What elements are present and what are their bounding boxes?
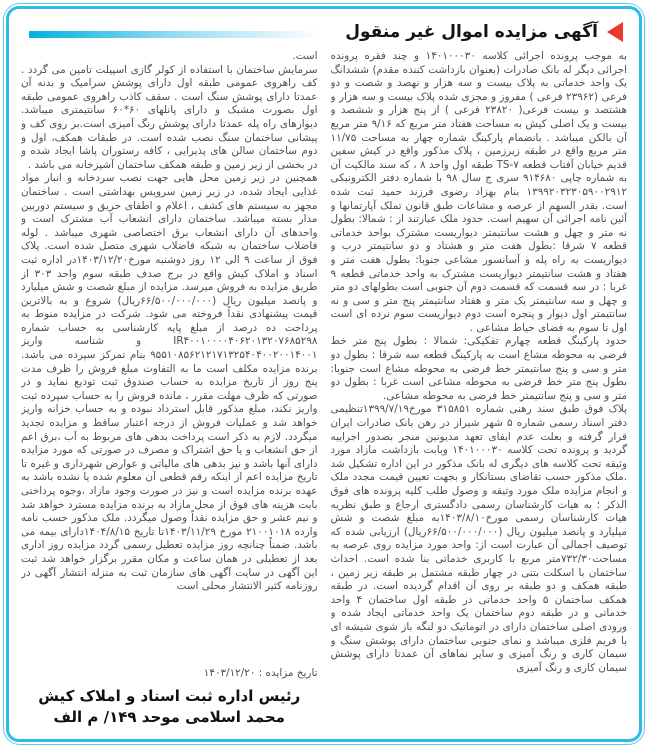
notice-title: آگهی مزایده اموال غیر منقول xyxy=(345,22,598,42)
signature-block xyxy=(21,686,318,731)
property-description-paragraph: به موجب پرونده اجرائی کلاسه ۱۴۰۱۰۰۰۳۰ و چند فقره پرونده اجرائی دیگر له بانک صادرات (بعنوان بازداشت کننده مقدم) ششدانگ یک واحد خدماتی به پلاک بیست و سه هزار و نهصد و شصت و دو فرعی (۲۳۹۶۲ فرعی ) مفروز و مجزی شده پلاک بیست و سه هزار و هشتصد و بیست فرعی( ۲۳۸۲۰ فرعی ) از پنج هزار و ششصد و بیست و یک اصلی کیش به مساحت هفتاد متر مربع که ۹/۱۶ متر مربع آن بالکن میباشد . بانضمام پارکینگ شماره چهار به مساحت ۱۱/۷۵ متر مربع واقع در طبقه زیرزمین ، پلاک مذکور واقع در کیش سفین قدیم خیابان آفتاب قطعه TS-۷ طبقه اول واحد ۸ ، که سند مالکیت آن به شماره چاپی ۹۱۴۶۸۰ سری ج سال ۹۸ با شماره دفتر الکترونیکی ۱۳۹۹۲۰۳۲۳۰۵۹۰۰۲۹۱۲ بنام بهزاد رضوی فرزند حمید ثبت شده است. بقدر السهم از عرصه و مشاعات طبق قانون تملک آپارتمانها و آئین نامه اجرائی آن سهیم است. حدود ملک عبارتند از : شمالا: بطول نه متر و چهل و هشت سانتیمتر دیواریست مشترک بواحد خدماتی قطعه ۷ شرقا :بطول هفت متر و هشتاد و دو سانتیمتر درب و دیواریست به راه پله و آسانسور مشاعی جنوبا: بطول هفت متر و هفتاد و هشت سانتیمتر دیواریست مشترک به واحد خدماتی قطعه ۹ غربا : در سه قسمت که قسمت دوم آن جنوبی است بطولهای دو متر و چهل و سه سانتیمتر یک متر و هفتاد سانتیمتر پنج متر و سی و نه سانتیمتر اول دیوار و پنجره است دوم دیواریست سوم نرده ای است اول تا سوم به فضای حیاط مشاعی . xyxy=(330,50,627,334)
auction-date-line: تاریخ مزایده : ۱۴۰۳/۱۲/۲۰ xyxy=(203,666,318,679)
building-finishes-paragraph: سرمایش ساختمان با استفاده از کولر گازی اسپیلت تامین می گردد . کف راهروی عمومی طبقه اول دارای پوشش سرامیک و بدنه آن عمدتا دارای پوشش سنگ است . سقف کاذب راهروی عمومی طبقه اول بصورت مشبک و دارای پانلهای ۶۰*۶۰ سانتیمتری میباشد. دیوارهای راه پله عمدتا دارای پوشش رنگ آمیزی است.بر روی کف و پیشانی ساختمان سنگ نصب شده است. در طبقات همکف، اول و دوم ساختمان سالن های پذیرایی ، کافه رستوران پاشا ایجاد شده و در بخشی از زیر زمین و طبقه همکف ساختمان آشپزخانه می باشد . xyxy=(21,63,318,171)
notice-body xyxy=(19,50,629,730)
signatory-title: رئیس اداره ثبت اسناد و املاک کیش xyxy=(38,686,301,705)
signatory-name: محمد اسلامی موحد ۱۴۹/ م الف xyxy=(53,708,285,727)
mortgage-valuation-paragraph: پلاک فوق طبق سند رهنی شماره ۳۱۵۸۵۱ مورخ۱۳۹۹/۷/۱۹تنظیمی دفتر اسناد رسمی شماره ۵ شهر شیراز در رهن بانک صادرات ایران قرار گرفته و بعلت عدم ایفای تعهد مدیونین منجر بصدور اجراییه گردید و پرونده تحت کلاسه ۱۴۰۱۰۰۰۳۰ وبابت بازداشت مازاد مورد وثیقه تحت کلاسه های دیگری له بانک مذکور در این اداره تشکیل شد .ملک مذکور حسب تقاضای بستانکار و بجهت تعیین قیمت مجدد ملک و انجام مزایده ملک مورد وثیقه و وصول طلب کلیه پرونده های فوق الذکر ؛ به هیات کارشناسان رسمی دادگستری ارجاع و طبق نظریه هیات کارشناسان رسمی مورخ۱۴۰۳/۸/۱۰به مبلغ شصت و شش میلیارد و پانصد میلیون ریال (۶۶/۵۰۰/۰۰۰/۰۰۰ریال) ارزیابی شده که توصیف اجمالی آن عبارت است از: واحد مورد مزایده روی عرصه به مساحت۷۳۲/۳۰متر مربع با کاربری خدماتی بنا شده است. احداث ساختمان با اسکلت بتنی در چهار طبقه مشتمل بر طبقه زیر زمین ، طبقه همکف و دو طبقه بر روی آن اقدام گردیده است. در طبقه همکف ساختمان ۵ واحد خدماتی در طبقه اول ساختمان ۴ واحد خدماتی و در طبقه دوم ساختمان یک واحد خدماتی ایجاد شده و ورودی اصلی ساختمان دارای در اتوماتیک دو لنگه باز شوی شیشه ای با فریم فلزی میباشد و نمای جنوبی ساختمان دارای پوشش سنگ و سیمان کاری و رنگ آمیزی و سایر نماهای آن عمدتا دارای پوشش سیمان کاری و رنگ آمیزی xyxy=(330,403,627,674)
title-underline-bar xyxy=(29,31,336,38)
red-left-triangle-icon xyxy=(607,22,623,42)
notice-frame-inner xyxy=(6,6,642,742)
column-left xyxy=(21,50,318,730)
column-right xyxy=(331,50,628,730)
continuation-paragraph: است. xyxy=(292,50,318,62)
auction-terms-paragraph: همچنین در زیر زمین محل هایی جهت نصب سردخانه و انبار مواد غذایی ایجاد شده، در زیر زمین سرویس بهداشتی است . ساختمان مجهز به سیستم های کشف ، اعلام و اطفای حریق و سیستم دوربین مدار بسته میباشد. ساختمان دارای انشعاب آب مشترک است و واحدهای آن دارای انشعاب برق اختصاصی شهری میباشد . لوله فاضلاب ساختمان به شبکه فاضلاب شهری متصل شده است. پلاک فوق از ساعت ۹ الی ۱۲ روز دوشنبه مورخ۱۴۰۳/۱۲/۲۰در اداره ثبت اسناد و املاک کیش واقع در برج صدف طبقه سوم واحد ۳۰۳ از طریق مزایده به فروش میرسد. مزایده از مبلغ شصت و شش میلیارد و پانصد میلیون ریال (۶۶/۵۰۰/۰۰۰/۰۰۰ریال) شروع و به بالاترین قیمت پیشنهادی نقداً فروخته می شود. شرکت در مزایده منوط به پرداخت ده درصد از مبلغ پایه کارشناسی به حساب شماره IR۴۰۰۱۰۰۰۰۴۰۶۲۰۱۳۲۰۷۶۸۵۲۹۸ و شناسه واریز ۹۵۵۱۰۸۵۶۲۱۲۱۷۱۳۲۵۴۰۴۰۰۲۰۰۱۴۰۰۱ بنام تمرکز سپرده می باشد. برنده مزایده مکلف است ما به التفاوت مبلغ فروش را ظرف مدت پنج روز از تاریخ مزایده به حساب صندوق ثبت تودیع نماید و در صورتی که ظرف مهلت مقرر ، مانده فروش را به حساب سپرده ثبت واریز نکند، مبلغ مذکور قابل استرداد نبوده و به حساب خزانه واریز خواهد شد و عملیات فروش از درجه اعتبار ساقط و مزایده تجدید میگردد. لازم به ذکر است پرداخت بدهی های مربوط به آب ،برق اعم از حق انشعاب و یا حق اشتراک و مصرف در صورتی که مورد مزایده دارای آنها باشد و نیز بدهی های مالیاتی و عوارض شهرداری و غیره تا تاریخ مزایده اعم از اینکه رقم قطعی آن معلوم شده یا نشده باشد به عهده برنده مزایده است و نیز در صورت وجود مازاد ،وجوه پرداختی بابت هزینه های فوق از محل مازاد به برنده مزایده مسترد خواهد شد و نیم عشر و حق مزایده نقداً وصول میگردد. ملک مذکور حسب نامه وارده ۲۱۰۰۱۰۱۸ مورخ ۱۴۰۳/۱۱/۲۹تا تاریخ ۱۴۰۴/۸/۱۵دارای بیمه می باشد. ضمناً چنانچه روز مزایده تعطیل رسمی گردد مزایده روز اداری بعد از تعطیلی در همان ساعت و مکان مقرر برگزار خواهد شد ثبت این آگهی در سایت آگهی های سازمان ثبت به منزله انتشار آگهی در روزنامه کثیر الانتشار محلی است xyxy=(21,172,318,593)
notice-frame xyxy=(3,3,645,745)
notice-header xyxy=(19,16,629,50)
parking-boundaries-paragraph: حدود پارکینگ قطعه چهارم تفکیکی: شمالا : بطول پنج متر خط فرضی به محوطه مشاع است به پارکینگ قطعه سه شرقا : بطول دو متر و سی و پنج سانتیمتر خط فرضی به محوطه مشاع است جنوبا: بطول پنج متر خط فرضی به محوطه مشاعی است غربا : بطول دو متر و سی و پنج سانتیمتر خط فرضی به محوطه مشاعی. xyxy=(330,335,627,402)
column-left-text xyxy=(21,50,318,665)
